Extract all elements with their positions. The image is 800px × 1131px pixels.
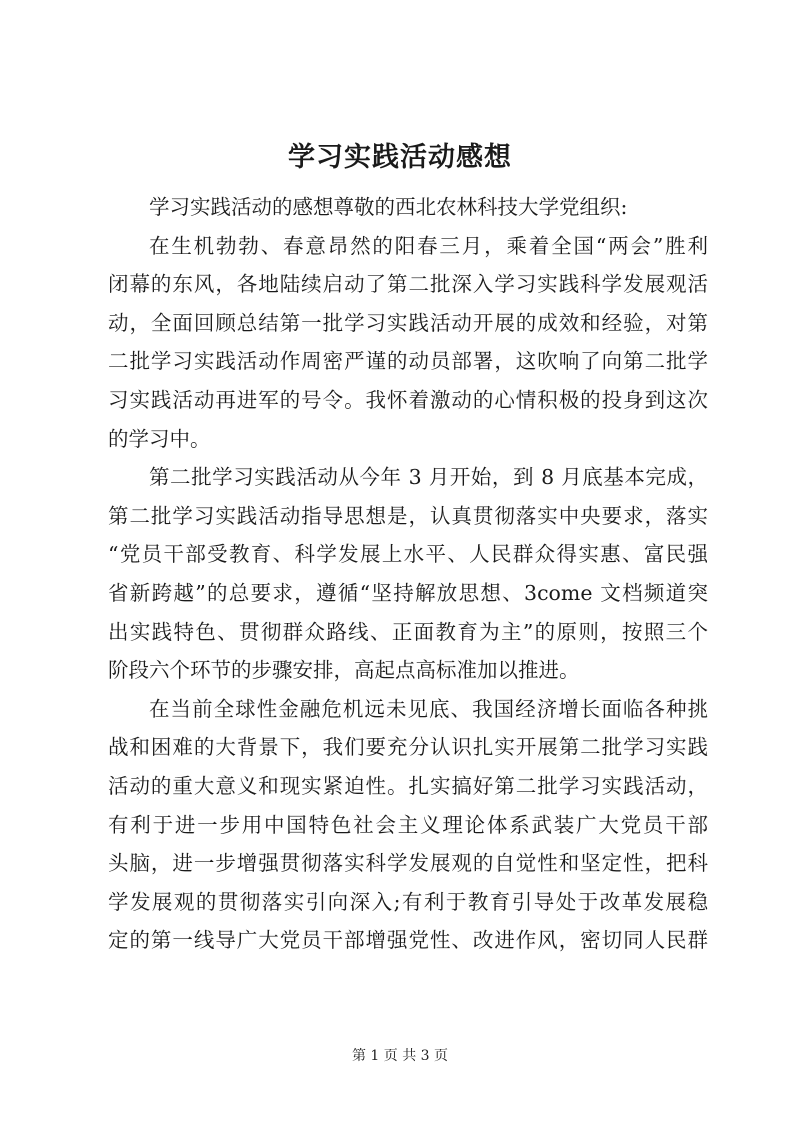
text-line: “党员干部受教育、科学发展上水平、人民群众得实惠、富民强	[108, 542, 708, 567]
text-line: 省新跨越”的总要求，遵循“坚持解放思想、3come 文档频道突	[108, 580, 708, 605]
text-line: 习实践活动再进军的号令。我怀着激动的心情积极的投身到这次	[108, 387, 708, 412]
text-line: 第二批学习实践活动指导思想是，认真贯彻落实中央要求，落实	[108, 503, 708, 528]
text-line: 在当前全球性金融危机远未见底、我国经济增长面临各种挑	[149, 696, 708, 721]
text-line: 动，全面回顾总结第一批学习实践活动开展的成效和经验，对第	[108, 310, 708, 335]
page-number-footer: 第 1 页 共 3 页	[351, 1048, 449, 1064]
text-line: 在生机勃勃、春意昂然的阳春三月，乘着全国“两会”胜利	[149, 233, 708, 258]
text-line: 的学习中。	[108, 426, 211, 451]
text-line: 学发展观的贯彻落实引向深入;有利于教育引导处于改革发展稳	[108, 889, 708, 914]
text-line: 战和困难的大背景下，我们要充分认识扎实开展第二批学习实践	[108, 735, 708, 760]
text-line: 学习实践活动的感想尊敬的西北农林科技大学党组织:	[149, 195, 628, 219]
text-line: 出实践特色、贯彻群众路线、正面教育为主”的原则，按照三个	[108, 619, 708, 644]
page-title: 学习实践活动感想	[288, 142, 512, 173]
document-body	[108, 188, 708, 960]
text-line: 有利于进一步用中国特色社会主义理论体系武装广大党员干部	[108, 812, 708, 837]
text-line: 定的第一线导广大党员干部增强党性、改进作风，密切同人民群	[108, 928, 708, 953]
text-line: 阶段六个环节的步骤安排，高起点高标准加以推进。	[108, 658, 580, 683]
text-line: 第二批学习实践活动从今年 3 月开始，到 8 月底基本完成，	[149, 465, 708, 490]
text-line: 活动的重大意义和现实紧迫性。扎实搞好第二批学习实践活动，	[108, 773, 708, 798]
text-line: 头脑，进一步增强贯彻落实科学发展观的自觉性和坚定性，把科	[108, 851, 708, 876]
text-line: 闭幕的东风，各地陆续启动了第二批深入学习实践科学发展观活	[108, 272, 708, 297]
text-line: 二批学习实践活动作周密严谨的动员部署，这吹响了向第二批学	[108, 349, 708, 374]
